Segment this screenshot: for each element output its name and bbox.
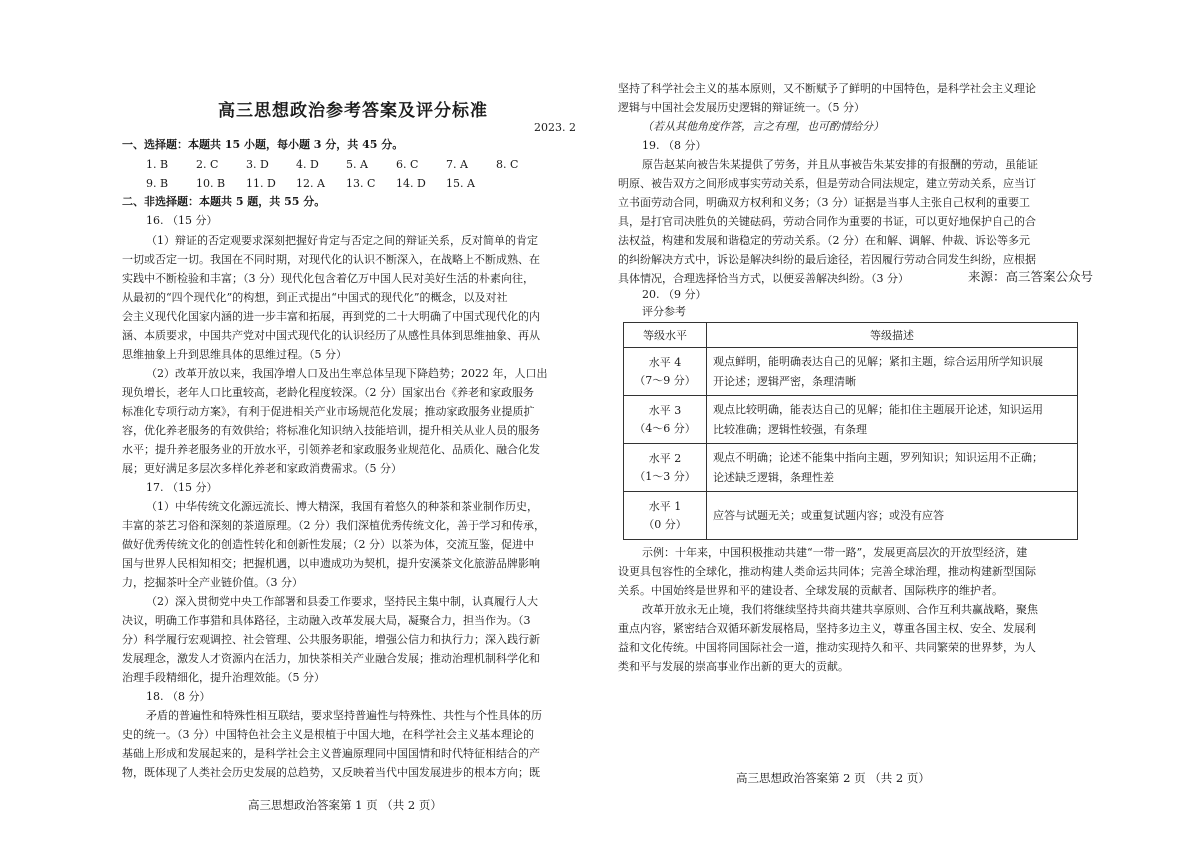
- mc-answer: 12. A: [296, 177, 325, 190]
- q17-line: 决议，明确工作事猎和具体路径，主动融入改革发展大局，凝聚合力，担当作为。（3: [122, 614, 531, 627]
- level-name: 水平 3: [648, 403, 682, 417]
- level-cell: [624, 348, 707, 396]
- description-cell: [707, 492, 1078, 540]
- level-name: 水平 2: [648, 451, 682, 465]
- footer-page-1: 高三思想政治答案第 1 页 （共 2 页）: [248, 798, 442, 812]
- table-row: [624, 444, 1078, 492]
- doc-date: 2023. 2: [534, 121, 576, 134]
- q19-line: 原告赵某向被告朱某提供了劳务，并且从事被告朱某安排的有报酬的劳动，虽能证: [642, 158, 1038, 171]
- mc-answer: 14. D: [396, 177, 426, 190]
- description-line: 观点鲜明，能明确表达自己的见解；紧扣主题，综合运用所学知识展: [713, 354, 1043, 368]
- q17-line: 发展理念，激发人才资源内在活力，加快茶相关产业融合发展；推动治理机制科学化和: [122, 652, 540, 665]
- source-tag: 来源：高三答案公众号: [968, 269, 1094, 284]
- description-line: 比较准确；逻辑性较强，有条理: [713, 422, 867, 436]
- q19-line: 具体情况，合理选择恰当方式，以便妥善解决纠纷。（3 分）: [618, 272, 909, 285]
- q16-line: 现负增长，老年人口比重较高，老龄化程度较深。（2 分）国家出台《养老和家政服务: [122, 386, 534, 399]
- q18-heading: 18. （8 分）: [146, 690, 211, 703]
- level-range: （4～6 分）: [634, 421, 696, 435]
- level-name: 水平 4: [648, 355, 682, 369]
- description-line: 论述缺乏逻辑，条理性差: [713, 470, 834, 484]
- q16-line: 容，优化养老服务的有效供给；将标准化知识纳入技能培训，提升相关从业人员的服务: [122, 424, 540, 437]
- level-range: （0 分）: [643, 517, 687, 531]
- table-row: [624, 348, 1078, 396]
- q19-line: 的纠纷解决方式中，诉讼是解决纠纷的最后途径，若因履行劳动合同发生纠纷，应根据: [618, 253, 1036, 266]
- example-line: 重点内容，紧密结合双循环新发展格局，坚持多边主义，尊重各国主权、安全、发展利: [618, 622, 1036, 635]
- q18-line: 基础上形成和发展起来的，是科学社会主义普遍原理同中国国情和时代特征相结合的产: [122, 747, 540, 760]
- mc-answer: 10. B: [196, 177, 226, 190]
- mc-answer: 8. C: [496, 158, 519, 171]
- q16-line: （1）辩证的否定观要求深刻把握好肯定与否定之间的辩证关系，反对简单的肯定: [146, 234, 538, 247]
- q16-line: 一切或否定一切。我国在不同时期，对现代化的认识不断深入，在战略上不断成熟、在: [122, 253, 540, 266]
- section-2-heading: 二、非选择题：本题共 5 题，共 55 分。: [122, 195, 326, 208]
- mc-answer: 4. D: [296, 158, 319, 171]
- q16-line: 涵、本质要求，中国共产党对中国式现代化的认识经历了从感性具体到思维抽象、再从: [122, 329, 540, 342]
- q17-line: 丰富的茶艺习俗和深刻的茶道原理。（2 分）我们深植优秀传统文化，善于学习和传承，: [122, 519, 545, 532]
- example-line: 设更具包容性的全球化，推动构建人类命运共同体；完善全球治理，推动构建新型国际: [618, 565, 1036, 578]
- example-line: 关系。中国始终是世界和平的建设者、全球发展的贡献者、国际秩序的维护者。: [618, 584, 1003, 597]
- q16-line: 标准化专项行动方案》，有利于促进相关产业市场规范化发展；推动家政服务业提质扩: [122, 405, 535, 418]
- mc-answer: 1. B: [146, 158, 169, 171]
- q17-line: （2）深入贯彻党中央工作部署和县委工作要求，坚持民主集中制，认真履行人大: [146, 595, 538, 608]
- q18-line: 史的统一。（3 分）中国特色社会主义是根植于中国大地，在科学社会主义基本理论的: [122, 728, 534, 741]
- description-cell: [707, 444, 1078, 492]
- level-range: （1～3 分）: [634, 469, 696, 483]
- level-cell: [624, 396, 707, 444]
- q16-line: 实践中不断检验和丰富；（3 分）现代化包含着亿万中国人民对美好生活的朴素向往，: [122, 272, 534, 285]
- description-line: 观点不明确；论述不能集中指向主题，罗列知识；知识运用不正确；: [713, 450, 1043, 464]
- mc-answer: 9. B: [146, 177, 169, 190]
- table-header-level: 等级水平: [624, 323, 707, 348]
- example-line: 改革开放永无止境，我们将继续坚持共商共建共享原则、合作互利共赢战略，聚焦: [642, 603, 1038, 616]
- q18-continued-line: 坚持了科学社会主义的基本原则，又不断赋予了鲜明的中国特色，是科学社会主义理论: [618, 82, 1036, 95]
- q17-line: 力，挖掘茶叶全产业链价值。（3 分）: [122, 576, 303, 589]
- mc-answers-row-1: [146, 158, 546, 172]
- table-header-description: 等级描述: [707, 323, 1078, 348]
- q16-line: 思维抽象上升到思维具体的思维过程。（5 分）: [122, 348, 347, 361]
- q18-continued-line: 逻辑与中国社会发展历史逻辑的辩证统一。（5 分）: [618, 101, 865, 114]
- table-row: [624, 492, 1078, 540]
- rubric-table: [623, 322, 1078, 540]
- mc-answers-row-2: [146, 177, 496, 191]
- q16-line: （2）改革开放以来，我国净增人口及出生率总体呈现下降趋势；2022 年，人口出: [146, 367, 548, 380]
- q16-line: 展；更好满足多层次多样化养老和家政消费需求。（5 分）: [122, 462, 402, 475]
- q16-heading: 16. （15 分）: [146, 214, 218, 227]
- q17-line: 国与世界人民相知相交；把握机遇，以申遗成功为契机，提升安溪茶文化旅游品牌影响: [122, 557, 540, 570]
- level-cell: [624, 444, 707, 492]
- description-cell: [707, 348, 1078, 396]
- level-cell: [624, 492, 707, 540]
- q17-line: 分）科学履行宏观调控、社会管理、公共服务职能，增强公信力和执行力；深入践行新: [122, 633, 540, 646]
- mc-answer: 2. C: [196, 158, 219, 171]
- grading-note: （若从其他角度作答，言之有理，也可酌情给分）: [642, 120, 884, 133]
- q16-line: 会主义现代化国家内涵的进一步丰富和拓展，再到党的二十大明确了中国式现代化的内: [122, 310, 540, 323]
- q17-heading: 17. （15 分）: [146, 481, 218, 494]
- description-line: 观点比较明确，能表达自己的见解；能扣住主题展开论述，知识运用: [713, 402, 1043, 416]
- table-row: [624, 396, 1078, 444]
- q17-line: 做好优秀传统文化的创造性转化和创新性发展；（2 分）以茶为体，交流互鉴，促进中: [122, 538, 534, 551]
- description-line: 应答与试题无关；或重复试题内容；或没有应答: [713, 508, 944, 522]
- q16-line: 从最初的“四个现代化”的构想，到正式提出“中国式的现代化”的概念，以及对社: [122, 291, 508, 304]
- q16-line: 水平；提升养老服务业的开放水平，引领养老和家政服务业规范化、品质化、融合化发: [122, 443, 540, 456]
- mc-answer: 7. A: [446, 158, 468, 171]
- q17-line: 治理手段精细化，提升治理效能。（5 分）: [122, 671, 325, 684]
- q19-line: 立书面劳动合同，明确双方权利和义务；（3 分）证据是当事人主张自己权利的重要工: [618, 196, 1030, 209]
- q19-line: 明原、被告双方之间形成事实劳动关系，但是劳动合同法规定，建立劳动关系，应当订: [618, 177, 1036, 190]
- mc-answer: 3. D: [246, 158, 269, 171]
- q17-line: （1）中华传统文化源远流长、博大精深，我国有着悠久的种茶和茶业制作历史，: [146, 500, 538, 513]
- mc-answer: 5. A: [346, 158, 368, 171]
- rubric-label: 评分参考: [642, 305, 686, 318]
- mc-answer: 6. C: [396, 158, 419, 171]
- q20-heading: 20. （9 分）: [642, 288, 707, 301]
- footer-page-2: 高三思想政治答案第 2 页 （共 2 页）: [736, 771, 930, 785]
- q18-line: 矛盾的普遍性和特殊性相互联结，要求坚持普遍性与特殊性、共性与个性具体的历: [146, 709, 542, 722]
- example-line: 类和平与发展的崇高事业作出新的更大的贡献。: [618, 660, 849, 673]
- section-1-heading: 一、选择题：本题共 15 小题，每小题 3 分，共 45 分。: [122, 138, 404, 151]
- description-cell: [707, 396, 1078, 444]
- q19-line: 具，是打官司决胜负的关键砝码，劳动合同作为重要的书证，可以更好地保护自己的合: [618, 215, 1036, 228]
- mc-answer: 13. C: [346, 177, 376, 190]
- q19-heading: 19. （8 分）: [642, 139, 707, 152]
- page-title: 高三思想政治参考答案及评分标准: [218, 101, 488, 121]
- mc-answer: 15. A: [446, 177, 475, 190]
- example-line: 示例：十年来，中国积极推动共建“一带一路”，发展更高层次的开放型经济，建: [642, 546, 1028, 559]
- level-name: 水平 1: [648, 499, 682, 513]
- q19-line: 法权益，构建和发展和谐稳定的劳动关系。（2 分）在和解、调解、仲裁、诉讼等多元: [618, 234, 1030, 247]
- rubric-table-header-row: [624, 323, 1078, 348]
- example-line: 益和文化传统。中国将同国际社会一道，推动实现持久和平、共同繁荣的世界梦，为人: [618, 641, 1036, 654]
- description-line: 开论述；逻辑严密，条理清晰: [713, 374, 856, 388]
- level-range: （7～9 分）: [634, 373, 696, 387]
- mc-answer: 11. D: [246, 177, 276, 190]
- q18-line: 物，既体现了人类社会历史发展的总趋势，又反映着当代中国发展进步的根本方向；既: [122, 766, 540, 779]
